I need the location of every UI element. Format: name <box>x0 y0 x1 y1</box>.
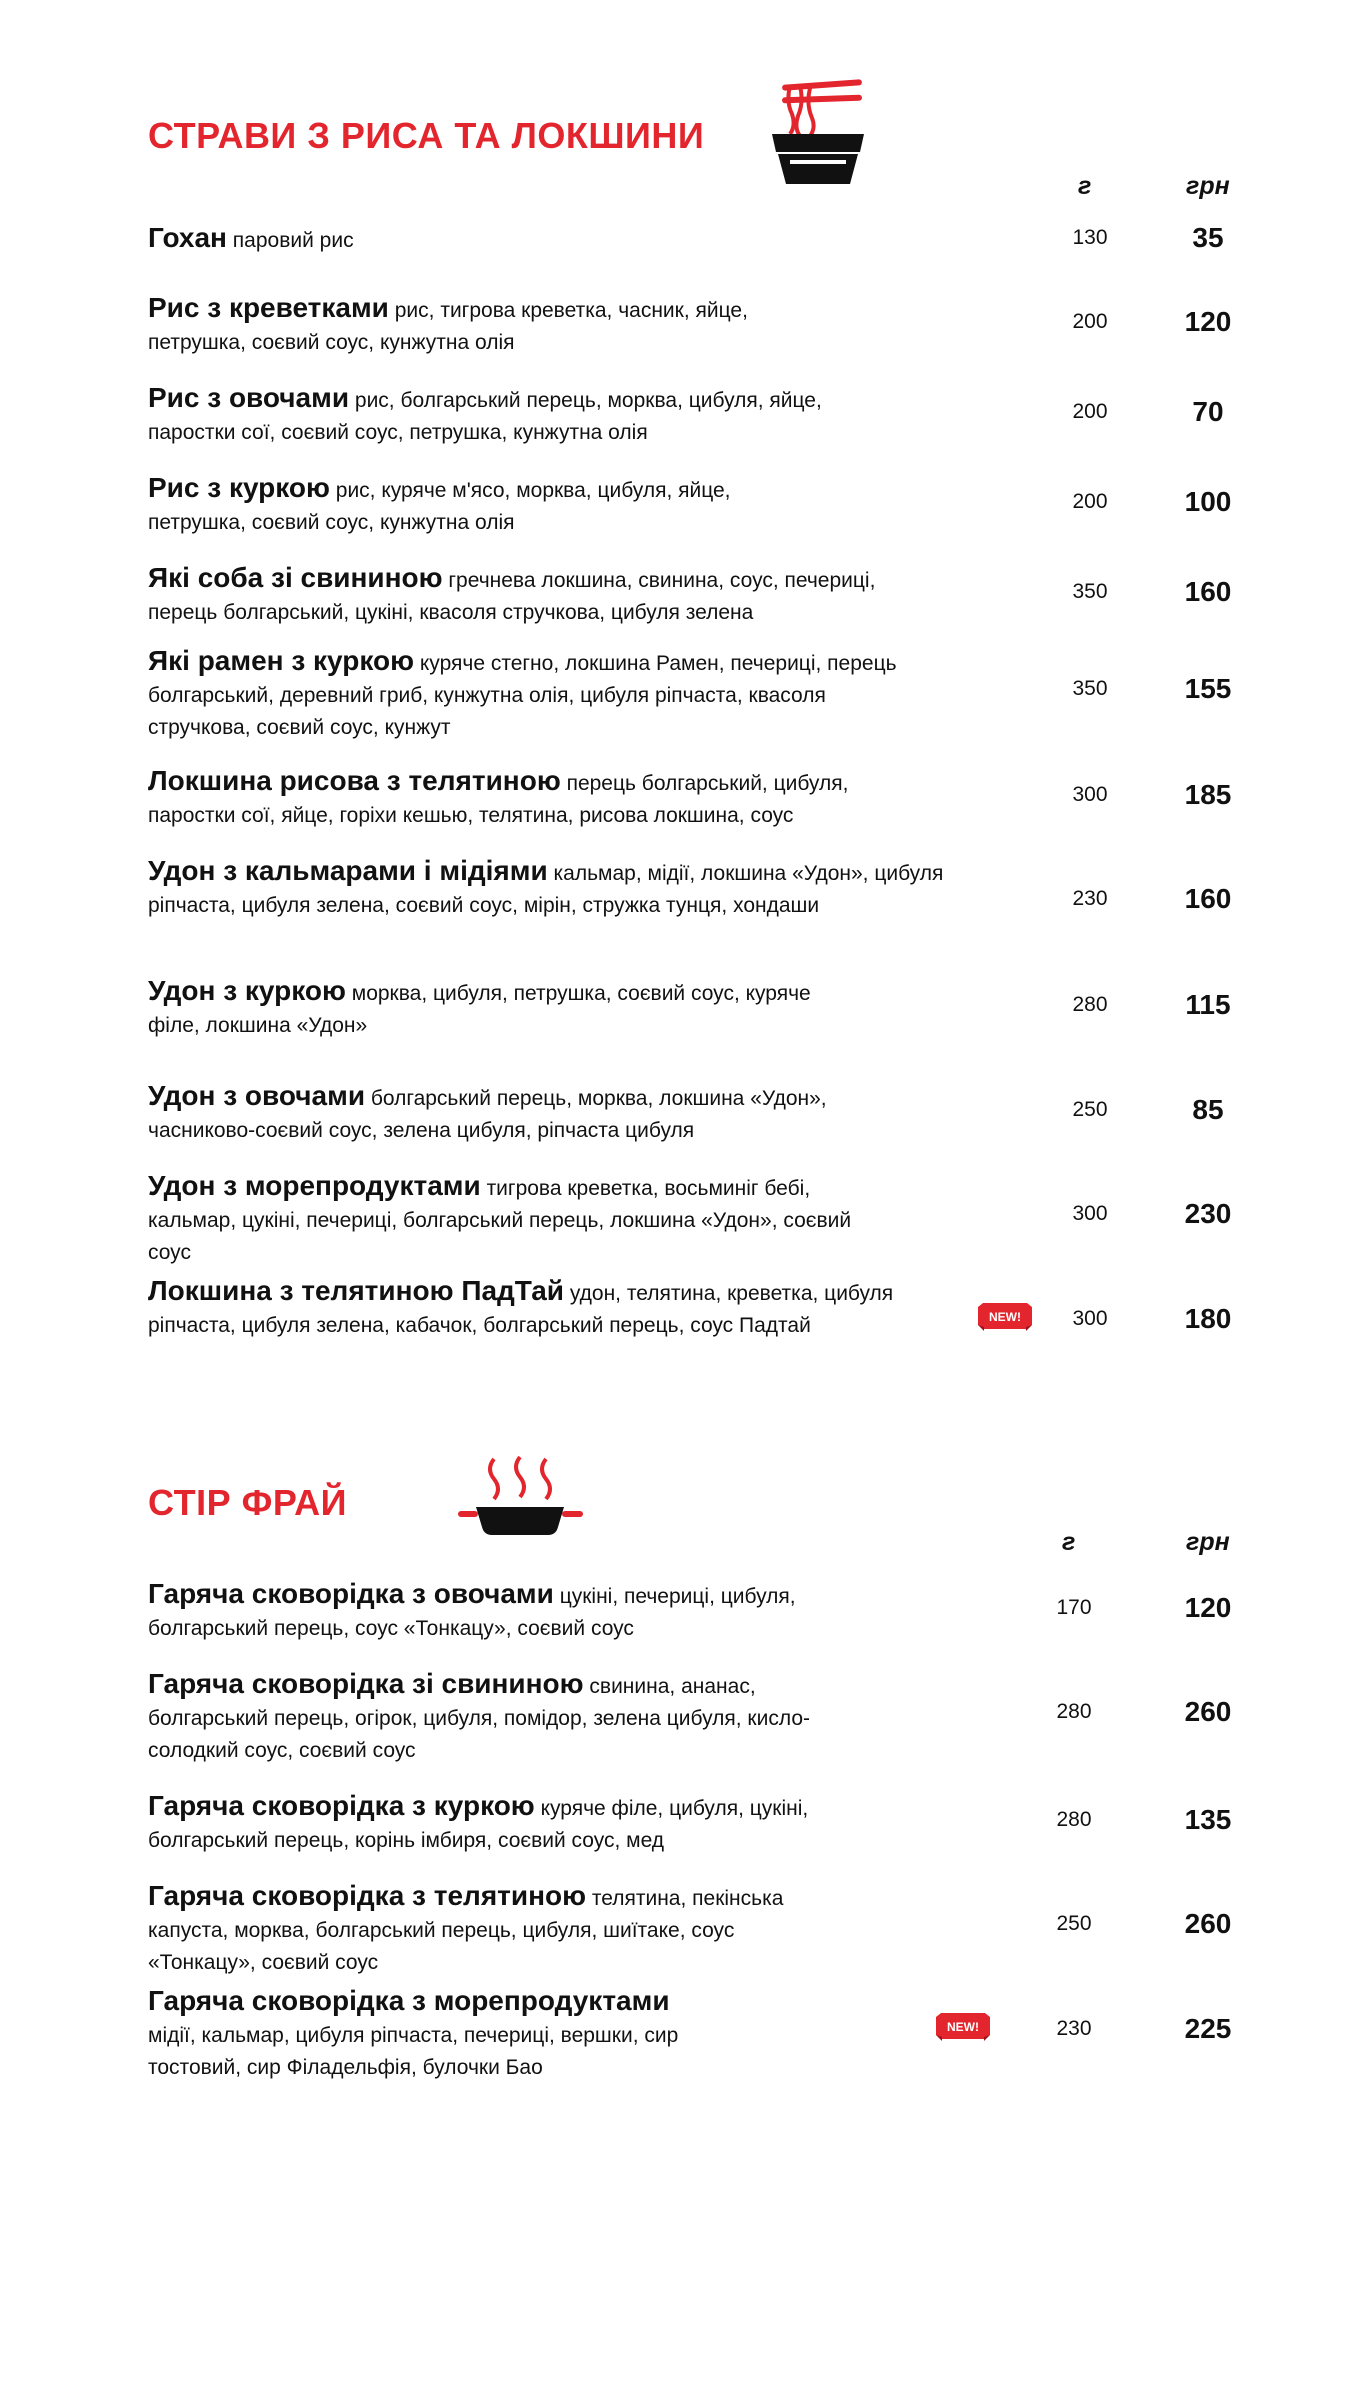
menu-item-description: цукіні, печериці, цибуля, болгарський перець, соус «Тонкацу», соєвий соус <box>148 1585 796 1640</box>
price-column-header: грн <box>1186 172 1230 200</box>
menu-item-description: паровий рис <box>232 229 354 252</box>
new-badge-icon <box>936 2011 990 2041</box>
menu-item-text <box>148 1668 848 1767</box>
menu-item-weight: 200 <box>1072 400 1108 423</box>
menu-item-text <box>148 382 888 449</box>
menu-item-price: 115 <box>1185 989 1231 1020</box>
menu-item-name: Гаряча сковорідка з морепродуктами <box>148 1985 670 2016</box>
menu-item-description: морква, цибуля, петрушка, соєвий соус, куряче філе, локшина «Удон» <box>148 982 811 1037</box>
menu-item-weight: 130 <box>1072 226 1108 249</box>
menu-item-price: 225 <box>1184 2013 1232 2044</box>
menu-item-name: Гаряча сковорідка зі свининою <box>148 1668 584 1699</box>
menu-item-name: Які соба зі свининою <box>148 562 443 593</box>
menu-item-price: 85 <box>1192 1094 1224 1125</box>
menu-item-price: 70 <box>1192 396 1224 427</box>
menu-item-name: Які рамен з куркою <box>148 645 415 676</box>
section-title: СТІР ФРАЙ <box>148 1482 348 1523</box>
menu-item-weight: 300 <box>1072 1202 1108 1225</box>
menu-item-description: удон, телятина, креветка, цибуля ріпчаста, цибуля зелена, кабачок, болгарський перець, соус Падтай <box>148 1282 894 1337</box>
menu-item-text <box>148 472 828 539</box>
menu-item-name: Удон з морепродуктами <box>148 1170 481 1201</box>
menu-item-weight: 230 <box>1072 887 1108 910</box>
menu-item-description: болгарський перець, морква, локшина «Удон», часниково-соєвий соус, зелена цибуля, ріпчаста цибуля <box>148 1087 827 1142</box>
menu-item-text <box>148 1578 868 1645</box>
menu-item-text <box>148 1170 868 1269</box>
menu-item-description: тигрова креветка, восьминіг бебі, кальмар, цукіні, печериці, болгарський перець, локшина «Удон», соєвий соус <box>148 1177 852 1264</box>
menu-item-price: 180 <box>1184 1303 1232 1334</box>
menu-item-text <box>148 975 828 1042</box>
weight-column-header: г <box>1062 1528 1076 1556</box>
menu-item-price: 135 <box>1184 1804 1232 1835</box>
menu-item-weight: 300 <box>1072 1307 1108 1330</box>
menu-item-price: 120 <box>1184 1592 1232 1623</box>
menu-item-name: Локшина з телятиною ПадТай <box>148 1275 564 1306</box>
menu-item-weight: 250 <box>1056 1912 1092 1935</box>
menu-item-description: рис, куряче м'ясо, морква, цибуля, яйце, петрушка, соєвий соус, кунжутна олія <box>148 479 731 534</box>
menu-item-weight: 200 <box>1072 310 1108 333</box>
menu-item-name: Гаряча сковорідка з телятиною <box>148 1880 587 1911</box>
price-column-header: грн <box>1186 1528 1230 1556</box>
menu-item-description: кальмар, мідії, локшина «Удон», цибуля ріпчаста, цибуля зелена, соєвий соус, мірін, стружка тунця, хондаши <box>148 862 944 917</box>
weight-column-header: г <box>1078 172 1092 200</box>
menu-item-text <box>148 765 908 832</box>
section-title: СТРАВИ З РИСА ТА ЛОКШИНИ <box>148 115 705 156</box>
menu-item-price: 260 <box>1184 1908 1232 1939</box>
menu-item-description: свинина, ананас, болгарський перець, огірок, цибуля, помідор, зелена цибуля, кисло-солодкий соус, соєвий соус <box>148 1675 810 1762</box>
menu-item-description: гречнева локшина, свинина, соус, печериці, перець болгарський, цукіні, квасоля стручкова, цибуля зелена <box>148 569 876 624</box>
menu-item-name: Рис з куркою <box>148 472 330 503</box>
new-badge-label: NEW! <box>989 1310 1021 1324</box>
menu-item-weight: 200 <box>1072 490 1108 513</box>
menu-item-weight: 350 <box>1072 580 1108 603</box>
menu-item-weight: 280 <box>1056 1808 1092 1831</box>
menu-item-name: Гохан <box>148 222 227 253</box>
menu-item-price: 120 <box>1184 306 1232 337</box>
menu-item-text <box>148 562 938 629</box>
menu-item-text <box>148 645 908 744</box>
menu-item-weight: 280 <box>1072 993 1108 1016</box>
noodle-box-icon <box>768 72 868 187</box>
menu-item-name: Локшина рисова з телятиною <box>148 765 561 796</box>
menu-item-description: мідії, кальмар, цибуля ріпчаста, печериці, вершки, сир тостовий, сир Філадельфія, булочки Бао <box>148 2024 679 2079</box>
frying-pan-icon <box>458 1455 583 1537</box>
menu-item-text <box>148 1985 708 2084</box>
menu-item-description: рис, болгарський перець, морква, цибуля, яйце, паростки сої, соєвий соус, петрушка, кунжутна олія <box>148 389 822 444</box>
new-badge-icon <box>978 1301 1032 1331</box>
menu-item-description: куряче стегно, локшина Рамен, печериці, перець болгарський, деревний гриб, кунжутна олія, цибуля ріпчаста, квасоля стручкова, соєвий соус, кунжут <box>148 652 897 739</box>
menu-item-price: 230 <box>1184 1198 1232 1229</box>
menu-item-text <box>148 1275 908 1342</box>
menu-item-price: 160 <box>1184 576 1232 607</box>
menu-item-weight: 300 <box>1072 783 1108 806</box>
menu-item-name: Удон з кальмарами і мідіями <box>148 855 548 886</box>
menu-item-price: 185 <box>1184 779 1232 810</box>
menu-item-weight: 250 <box>1072 1098 1108 1121</box>
menu-item-weight: 170 <box>1056 1596 1092 1619</box>
menu-item-weight: 230 <box>1056 2017 1092 2040</box>
menu-item-description: куряче філе, цибуля, цукіні, болгарський перець, корінь імбиря, соєвий соус, мед <box>148 1797 809 1852</box>
menu-item-name: Рис з овочами <box>148 382 350 413</box>
menu-item-name: Удон з овочами <box>148 1080 366 1111</box>
menu-item-price: 100 <box>1184 486 1232 517</box>
menu-item-text <box>148 222 948 257</box>
menu-item-weight: 350 <box>1072 677 1108 700</box>
menu-item-name: Удон з куркою <box>148 975 346 1006</box>
menu-item-description: рис, тигрова креветка, часник, яйце, петрушка, соєвий соус, кунжутна олія <box>148 299 748 354</box>
menu-item-text <box>148 292 808 359</box>
menu-item-text <box>148 1790 868 1857</box>
menu-item-name: Гаряча сковорідка з куркою <box>148 1790 535 1821</box>
menu-item-weight: 280 <box>1056 1700 1092 1723</box>
menu-item-price: 35 <box>1192 222 1224 253</box>
menu-item-description: телятина, пекінська капуста, морква, болгарський перець, цибуля, шиїтаке, соус «Тонкацу», соєвий соус <box>148 1887 784 1974</box>
menu-item-text <box>148 1080 908 1147</box>
menu-item-text <box>148 1880 788 1979</box>
menu-item-text <box>148 855 948 922</box>
menu-item-name: Рис з креветками <box>148 292 389 323</box>
menu-item-description: перець болгарський, цибуля, паростки сої, яйце, горіхи кешью, телятина, рисова локшина, соус <box>148 772 849 827</box>
menu-item-price: 155 <box>1184 673 1232 704</box>
menu-item-name: Гаряча сковорідка з овочами <box>148 1578 554 1609</box>
new-badge-label: NEW! <box>947 2020 979 2034</box>
menu-item-price: 160 <box>1184 883 1232 914</box>
menu-item-price: 260 <box>1184 1696 1232 1727</box>
